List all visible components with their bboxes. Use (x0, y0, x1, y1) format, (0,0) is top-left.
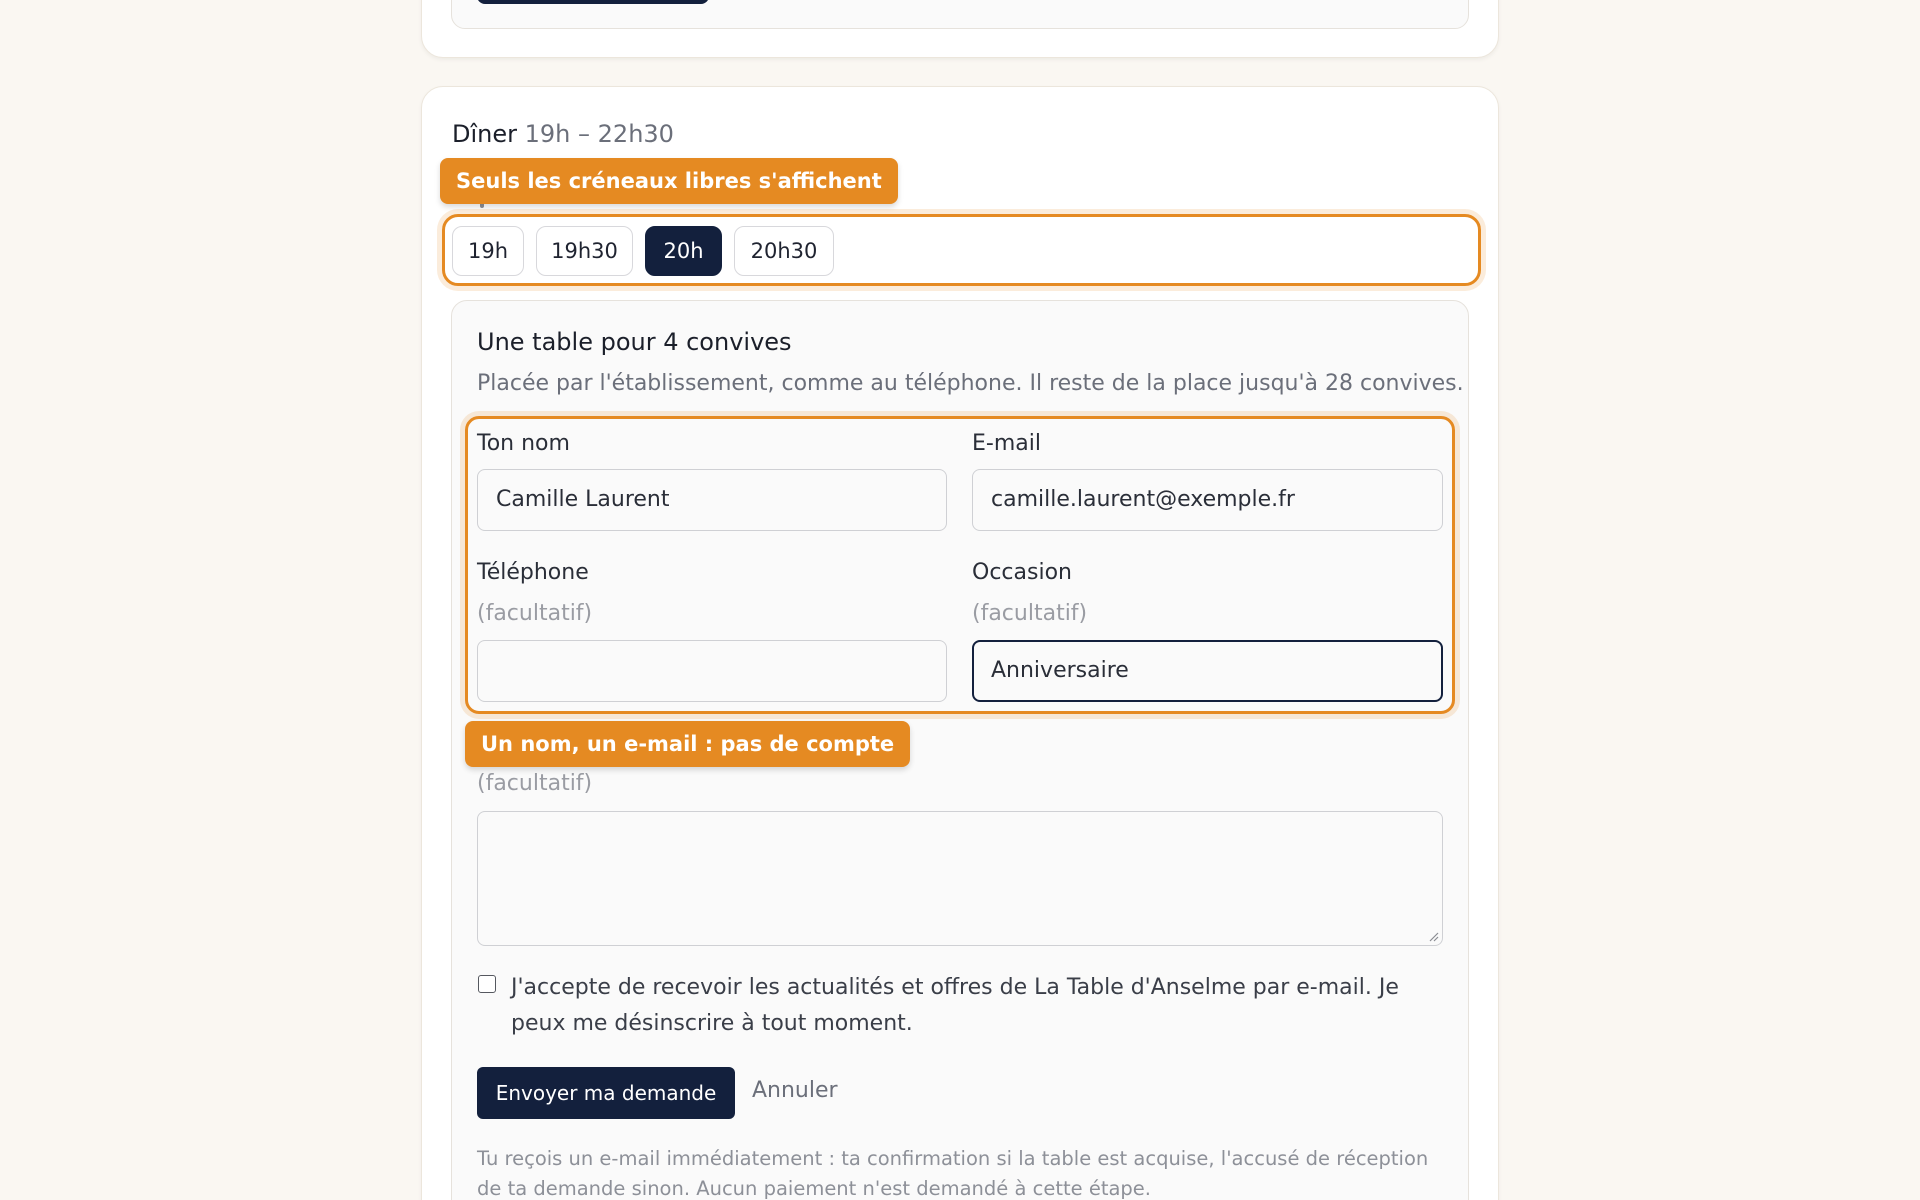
service-hours: 19h – 22h30 (524, 120, 674, 148)
phone-input[interactable] (477, 640, 947, 702)
occasion-hint: (facultatif) (972, 601, 1088, 626)
occasion-input[interactable]: Anniversaire (972, 640, 1443, 702)
service-name: Dîner (452, 120, 517, 148)
consent-checkbox[interactable] (478, 975, 496, 993)
slots-callout: Seuls les créneaux libres s'affichent (440, 158, 898, 204)
consent-text: J'accepte de recevoir les actualités et offres de La Table d'Anselme par e-mail. Je peux me désinscrire à tout moment. (511, 975, 1399, 1036)
cancel-link[interactable]: Annuler (752, 1078, 838, 1103)
confirmation-footnote: Tu reçois un e-mail immédiatement : ta confirmation si la table est acquise, l'accusé de réception de ta demande sinon. Aucun paiement n'est demandé à cette étape. (477, 1147, 1429, 1200)
previous-service-panel (451, 0, 1469, 29)
submit-button[interactable]: Envoyer ma demande (477, 1067, 735, 1119)
phone-hint: (facultatif) (477, 601, 593, 626)
table-title: Une table pour 4 convives (477, 328, 792, 356)
name-label: Ton nom (477, 431, 570, 456)
form-callout: Un nom, un e-mail : pas de compte (465, 721, 910, 767)
name-input[interactable]: Camille Laurent (477, 469, 947, 531)
resize-grip-icon[interactable] (1427, 930, 1439, 942)
previous-service-card (421, 0, 1499, 58)
occasion-label: Occasion (972, 560, 1072, 585)
service-title (452, 120, 674, 148)
previous-submit-button[interactable] (477, 0, 709, 4)
phone-label: Téléphone (477, 560, 589, 585)
slot-19h30[interactable]: 19h30 (536, 226, 633, 276)
notes-textarea[interactable] (477, 811, 1443, 946)
email-input[interactable]: camille.laurent@exemple.fr (972, 469, 1443, 531)
table-subtitle: Placée par l'établissement, comme au téléphone. Il reste de la place jusqu'à 28 convives. (477, 371, 1464, 396)
slot-20h30[interactable]: 20h30 (734, 226, 834, 276)
slot-19h[interactable]: 19h (452, 226, 524, 276)
email-label: E-mail (972, 431, 1041, 456)
slot-20h[interactable]: 20h (645, 226, 722, 276)
notes-hint: (facultatif) (477, 771, 593, 796)
